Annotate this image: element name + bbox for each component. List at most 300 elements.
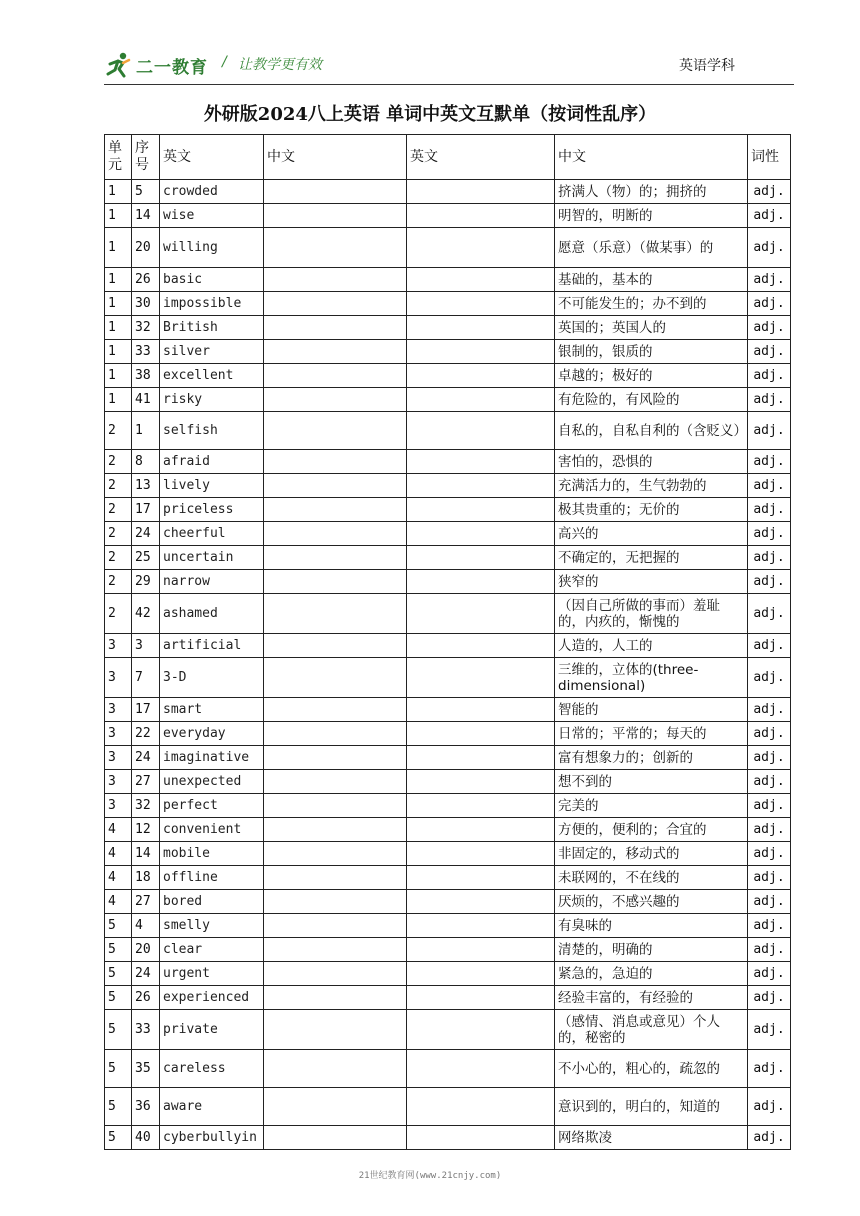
index-cell: 32 (132, 316, 160, 340)
part-of-speech-cell: adj. (748, 658, 791, 698)
index-cell: 24 (132, 522, 160, 546)
index-cell: 14 (132, 204, 160, 228)
chinese-meaning-cell: 意识到的，明白的，知道的 (555, 1088, 748, 1126)
part-of-speech-cell: adj. (748, 474, 791, 498)
chinese-blank-cell (264, 962, 407, 986)
english-blank-cell (407, 1010, 555, 1050)
chinese-blank-cell (264, 914, 407, 938)
part-of-speech-cell: adj. (748, 498, 791, 522)
english-blank-cell (407, 316, 555, 340)
table-row (105, 794, 791, 818)
english-word-cell: British (160, 316, 264, 340)
english-word-cell: basic (160, 268, 264, 292)
chinese-meaning-cell: 不可能发生的；办不到的 (555, 292, 748, 316)
english-word-cell: bored (160, 890, 264, 914)
unit-cell: 1 (105, 292, 132, 316)
chinese-meaning-cell: 银制的，银质的 (555, 340, 748, 364)
unit-cell: 3 (105, 634, 132, 658)
english-word-cell: impossible (160, 292, 264, 316)
table-row (105, 698, 791, 722)
english-word-cell: mobile (160, 842, 264, 866)
table-row (105, 914, 791, 938)
part-of-speech-cell: adj. (748, 866, 791, 890)
page-title: 外研版2024八上英语 单词中英文互默单（按词性乱序） (203, 104, 657, 125)
table-row (105, 770, 791, 794)
english-blank-cell (407, 986, 555, 1010)
header-chinese-2: 中文 (555, 135, 748, 180)
index-cell: 18 (132, 866, 160, 890)
chinese-meaning-cell: 明智的，明断的 (555, 204, 748, 228)
header-chinese-1: 中文 (264, 135, 407, 180)
slogan-separator: / (222, 54, 227, 70)
index-cell: 8 (132, 450, 160, 474)
part-of-speech-cell: adj. (748, 594, 791, 634)
english-blank-cell (407, 228, 555, 268)
chinese-meaning-cell: 非固定的，移动式的 (555, 842, 748, 866)
chinese-blank-cell (264, 474, 407, 498)
part-of-speech-cell: adj. (748, 634, 791, 658)
english-word-cell: smart (160, 698, 264, 722)
table-row (105, 204, 791, 228)
chinese-meaning-cell: 网络欺凌 (555, 1126, 748, 1150)
english-blank-cell (407, 268, 555, 292)
part-of-speech-cell: adj. (748, 842, 791, 866)
index-cell: 32 (132, 794, 160, 818)
english-word-cell: everyday (160, 722, 264, 746)
unit-cell: 1 (105, 388, 132, 412)
table-row (105, 866, 791, 890)
unit-cell: 5 (105, 962, 132, 986)
english-blank-cell (407, 722, 555, 746)
slogan: 让教学更有效 (238, 57, 322, 73)
chinese-blank-cell (264, 722, 407, 746)
english-blank-cell (407, 1126, 555, 1150)
logo-text: 二一教育 (136, 57, 208, 78)
chinese-meaning-cell: 英国的；英国人的 (555, 316, 748, 340)
chinese-blank-cell (264, 364, 407, 388)
english-blank-cell (407, 698, 555, 722)
index-cell: 26 (132, 268, 160, 292)
english-blank-cell (407, 546, 555, 570)
chinese-meaning-cell: 三维的，立体的(three-dimensional) (555, 658, 748, 698)
chinese-meaning-cell: 基础的，基本的 (555, 268, 748, 292)
unit-cell: 2 (105, 450, 132, 474)
english-blank-cell (407, 180, 555, 204)
english-word-cell: aware (160, 1088, 264, 1126)
index-cell: 4 (132, 914, 160, 938)
header-english-1: 英文 (160, 135, 264, 180)
part-of-speech-cell: adj. (748, 1050, 791, 1088)
unit-cell: 1 (105, 316, 132, 340)
english-word-cell: lively (160, 474, 264, 498)
english-blank-cell (407, 292, 555, 316)
part-of-speech-cell: adj. (748, 204, 791, 228)
english-blank-cell (407, 1050, 555, 1088)
chinese-blank-cell (264, 388, 407, 412)
chinese-blank-cell (264, 890, 407, 914)
chinese-blank-cell (264, 1088, 407, 1126)
index-cell: 38 (132, 364, 160, 388)
unit-cell: 3 (105, 746, 132, 770)
table-header-row (105, 135, 791, 180)
english-word-cell: perfect (160, 794, 264, 818)
page-header (104, 48, 794, 88)
english-word-cell: offline (160, 866, 264, 890)
english-blank-cell (407, 634, 555, 658)
english-word-cell: cheerful (160, 522, 264, 546)
chinese-meaning-cell: 充满活力的，生气勃勃的 (555, 474, 748, 498)
part-of-speech-cell: adj. (748, 794, 791, 818)
part-of-speech-cell: adj. (748, 180, 791, 204)
english-blank-cell (407, 450, 555, 474)
chinese-meaning-cell: （感情、消息或意见）个人的，秘密的 (555, 1010, 748, 1050)
chinese-meaning-cell: 经验丰富的，有经验的 (555, 986, 748, 1010)
table-row (105, 340, 791, 364)
english-word-cell: artificial (160, 634, 264, 658)
header-part-of-speech: 词性 (748, 135, 791, 180)
unit-cell: 1 (105, 204, 132, 228)
table-row (105, 522, 791, 546)
table-row (105, 938, 791, 962)
chinese-blank-cell (264, 450, 407, 474)
english-blank-cell (407, 842, 555, 866)
english-word-cell: priceless (160, 498, 264, 522)
english-word-cell: imaginative (160, 746, 264, 770)
chinese-meaning-cell: 愿意（乐意）（做某事）的 (555, 228, 748, 268)
chinese-blank-cell (264, 228, 407, 268)
english-word-cell: afraid (160, 450, 264, 474)
english-blank-cell (407, 658, 555, 698)
english-word-cell: ashamed (160, 594, 264, 634)
chinese-meaning-cell: 未联网的，不在线的 (555, 866, 748, 890)
chinese-blank-cell (264, 316, 407, 340)
unit-cell: 3 (105, 770, 132, 794)
table-row (105, 986, 791, 1010)
vocabulary-table (104, 134, 791, 1150)
table-row (105, 364, 791, 388)
part-of-speech-cell: adj. (748, 1088, 791, 1126)
part-of-speech-cell: adj. (748, 268, 791, 292)
part-of-speech-cell: adj. (748, 914, 791, 938)
table-row (105, 498, 791, 522)
table-row (105, 1010, 791, 1050)
table-row (105, 842, 791, 866)
chinese-meaning-cell: 有危险的，有风险的 (555, 388, 748, 412)
unit-cell: 2 (105, 594, 132, 634)
unit-cell: 2 (105, 474, 132, 498)
unit-cell: 4 (105, 890, 132, 914)
unit-cell: 1 (105, 364, 132, 388)
chinese-meaning-cell: 有臭味的 (555, 914, 748, 938)
english-word-cell: urgent (160, 962, 264, 986)
chinese-meaning-cell: 狭窄的 (555, 570, 748, 594)
chinese-blank-cell (264, 340, 407, 364)
english-blank-cell (407, 364, 555, 388)
english-blank-cell (407, 1088, 555, 1126)
chinese-blank-cell (264, 746, 407, 770)
chinese-meaning-cell: 富有想象力的；创新的 (555, 746, 748, 770)
chinese-blank-cell (264, 794, 407, 818)
part-of-speech-cell: adj. (748, 938, 791, 962)
english-blank-cell (407, 746, 555, 770)
table-row (105, 658, 791, 698)
part-of-speech-cell: adj. (748, 890, 791, 914)
english-word-cell: private (160, 1010, 264, 1050)
english-blank-cell (407, 204, 555, 228)
chinese-blank-cell (264, 986, 407, 1010)
table-row (105, 546, 791, 570)
header-english-2: 英文 (407, 135, 555, 180)
chinese-blank-cell (264, 842, 407, 866)
english-blank-cell (407, 818, 555, 842)
chinese-meaning-cell: 高兴的 (555, 522, 748, 546)
table-row (105, 1050, 791, 1088)
chinese-blank-cell (264, 570, 407, 594)
unit-cell: 1 (105, 268, 132, 292)
chinese-blank-cell (264, 938, 407, 962)
unit-cell: 2 (105, 522, 132, 546)
chinese-blank-cell (264, 634, 407, 658)
index-cell: 24 (132, 746, 160, 770)
index-cell: 33 (132, 1010, 160, 1050)
part-of-speech-cell: adj. (748, 962, 791, 986)
chinese-meaning-cell: 紧急的，急迫的 (555, 962, 748, 986)
chinese-meaning-cell: 日常的；平常的；每天的 (555, 722, 748, 746)
index-cell: 29 (132, 570, 160, 594)
table-row (105, 474, 791, 498)
index-cell: 26 (132, 986, 160, 1010)
table-row (105, 316, 791, 340)
index-cell: 40 (132, 1126, 160, 1150)
index-cell: 27 (132, 890, 160, 914)
index-cell: 17 (132, 498, 160, 522)
index-cell: 13 (132, 474, 160, 498)
chinese-blank-cell (264, 698, 407, 722)
chinese-meaning-cell: 想不到的 (555, 770, 748, 794)
unit-cell: 2 (105, 412, 132, 450)
unit-cell: 4 (105, 842, 132, 866)
footer-watermark: 21世纪教育网(www.21cnjy.com) (358, 1171, 502, 1181)
chinese-blank-cell (264, 770, 407, 794)
chinese-meaning-cell: 智能的 (555, 698, 748, 722)
index-cell: 24 (132, 962, 160, 986)
unit-cell: 2 (105, 498, 132, 522)
table-row (105, 180, 791, 204)
english-word-cell: unexpected (160, 770, 264, 794)
unit-cell: 5 (105, 1126, 132, 1150)
part-of-speech-cell: adj. (748, 292, 791, 316)
table-row (105, 746, 791, 770)
table-row (105, 292, 791, 316)
chinese-blank-cell (264, 1050, 407, 1088)
chinese-blank-cell (264, 658, 407, 698)
unit-cell: 5 (105, 1010, 132, 1050)
chinese-meaning-cell: 不小心的，粗心的，疏忽的 (555, 1050, 748, 1088)
english-word-cell: narrow (160, 570, 264, 594)
unit-cell: 5 (105, 1050, 132, 1088)
index-cell: 36 (132, 1088, 160, 1126)
part-of-speech-cell: adj. (748, 388, 791, 412)
chinese-meaning-cell: 自私的，自私自利的（含贬义） (555, 412, 748, 450)
subject-label: 英语学科 (679, 58, 735, 74)
chinese-blank-cell (264, 498, 407, 522)
index-cell: 7 (132, 658, 160, 698)
table-row (105, 450, 791, 474)
english-word-cell: silver (160, 340, 264, 364)
english-blank-cell (407, 938, 555, 962)
index-cell: 27 (132, 770, 160, 794)
table-row (105, 722, 791, 746)
chinese-blank-cell (264, 292, 407, 316)
unit-cell: 5 (105, 986, 132, 1010)
part-of-speech-cell: adj. (748, 986, 791, 1010)
chinese-blank-cell (264, 866, 407, 890)
english-word-cell: wise (160, 204, 264, 228)
english-word-cell: 3-D (160, 658, 264, 698)
english-word-cell: careless (160, 1050, 264, 1088)
part-of-speech-cell: adj. (748, 746, 791, 770)
english-word-cell: clear (160, 938, 264, 962)
part-of-speech-cell: adj. (748, 522, 791, 546)
chinese-blank-cell (264, 1010, 407, 1050)
chinese-blank-cell (264, 204, 407, 228)
index-cell: 33 (132, 340, 160, 364)
chinese-meaning-cell: 卓越的；极好的 (555, 364, 748, 388)
table-row (105, 268, 791, 292)
chinese-meaning-cell: （因自己所做的事而）羞耻的，内疚的，惭愧的 (555, 594, 748, 634)
english-blank-cell (407, 914, 555, 938)
english-blank-cell (407, 594, 555, 634)
unit-cell: 2 (105, 546, 132, 570)
english-blank-cell (407, 962, 555, 986)
english-word-cell: experienced (160, 986, 264, 1010)
table-row (105, 594, 791, 634)
unit-cell: 3 (105, 794, 132, 818)
index-cell: 35 (132, 1050, 160, 1088)
part-of-speech-cell: adj. (748, 698, 791, 722)
part-of-speech-cell: adj. (748, 770, 791, 794)
chinese-meaning-cell: 清楚的，明确的 (555, 938, 748, 962)
english-blank-cell (407, 890, 555, 914)
unit-cell: 5 (105, 1088, 132, 1126)
unit-cell: 3 (105, 722, 132, 746)
english-blank-cell (407, 570, 555, 594)
chinese-meaning-cell: 不确定的，无把握的 (555, 546, 748, 570)
index-cell: 25 (132, 546, 160, 570)
unit-cell: 5 (105, 938, 132, 962)
table-row (105, 1088, 791, 1126)
chinese-blank-cell (264, 1126, 407, 1150)
chinese-blank-cell (264, 412, 407, 450)
english-blank-cell (407, 498, 555, 522)
english-word-cell: convenient (160, 818, 264, 842)
index-cell: 42 (132, 594, 160, 634)
unit-cell: 4 (105, 866, 132, 890)
index-cell: 22 (132, 722, 160, 746)
chinese-blank-cell (264, 594, 407, 634)
table-row (105, 890, 791, 914)
index-cell: 12 (132, 818, 160, 842)
unit-cell: 3 (105, 658, 132, 698)
english-blank-cell (407, 474, 555, 498)
english-word-cell: willing (160, 228, 264, 268)
chinese-meaning-cell: 厌烦的，不感兴趣的 (555, 890, 748, 914)
unit-cell: 3 (105, 698, 132, 722)
unit-cell: 2 (105, 570, 132, 594)
header-divider (104, 84, 794, 85)
table-row (105, 388, 791, 412)
table-row (105, 412, 791, 450)
part-of-speech-cell: adj. (748, 340, 791, 364)
index-cell: 1 (132, 412, 160, 450)
chinese-blank-cell (264, 818, 407, 842)
index-cell: 30 (132, 292, 160, 316)
logo (104, 48, 208, 82)
unit-cell: 1 (105, 228, 132, 268)
part-of-speech-cell: adj. (748, 1010, 791, 1050)
chinese-meaning-cell: 人造的，人工的 (555, 634, 748, 658)
part-of-speech-cell: adj. (748, 450, 791, 474)
chinese-blank-cell (264, 522, 407, 546)
unit-cell: 4 (105, 818, 132, 842)
part-of-speech-cell: adj. (748, 818, 791, 842)
table-row (105, 634, 791, 658)
part-of-speech-cell: adj. (748, 1126, 791, 1150)
part-of-speech-cell: adj. (748, 722, 791, 746)
index-cell: 20 (132, 938, 160, 962)
english-blank-cell (407, 340, 555, 364)
chinese-meaning-cell: 害怕的，恐惧的 (555, 450, 748, 474)
part-of-speech-cell: adj. (748, 364, 791, 388)
index-cell: 5 (132, 180, 160, 204)
table-row (105, 962, 791, 986)
part-of-speech-cell: adj. (748, 228, 791, 268)
index-cell: 20 (132, 228, 160, 268)
part-of-speech-cell: adj. (748, 546, 791, 570)
english-word-cell: risky (160, 388, 264, 412)
table-row (105, 818, 791, 842)
part-of-speech-cell: adj. (748, 570, 791, 594)
chinese-blank-cell (264, 268, 407, 292)
english-word-cell: selfish (160, 412, 264, 450)
table-row (105, 228, 791, 268)
chinese-meaning-cell: 极其贵重的；无价的 (555, 498, 748, 522)
english-word-cell: excellent (160, 364, 264, 388)
unit-cell: 5 (105, 914, 132, 938)
index-cell: 14 (132, 842, 160, 866)
chinese-meaning-cell: 完美的 (555, 794, 748, 818)
english-blank-cell (407, 770, 555, 794)
header-index: 序号 (132, 135, 160, 180)
english-blank-cell (407, 794, 555, 818)
index-cell: 3 (132, 634, 160, 658)
english-blank-cell (407, 522, 555, 546)
english-word-cell: crowded (160, 180, 264, 204)
chinese-blank-cell (264, 180, 407, 204)
english-blank-cell (407, 412, 555, 450)
chinese-blank-cell (264, 546, 407, 570)
chinese-meaning-cell: 方便的，便利的；合宜的 (555, 818, 748, 842)
part-of-speech-cell: adj. (748, 412, 791, 450)
english-word-cell: cyberbullyin (160, 1126, 264, 1150)
header-unit: 单元 (105, 135, 132, 180)
unit-cell: 1 (105, 180, 132, 204)
index-cell: 41 (132, 388, 160, 412)
english-blank-cell (407, 866, 555, 890)
chinese-meaning-cell: 挤满人（物）的；拥挤的 (555, 180, 748, 204)
unit-cell: 1 (105, 340, 132, 364)
english-word-cell: smelly (160, 914, 264, 938)
